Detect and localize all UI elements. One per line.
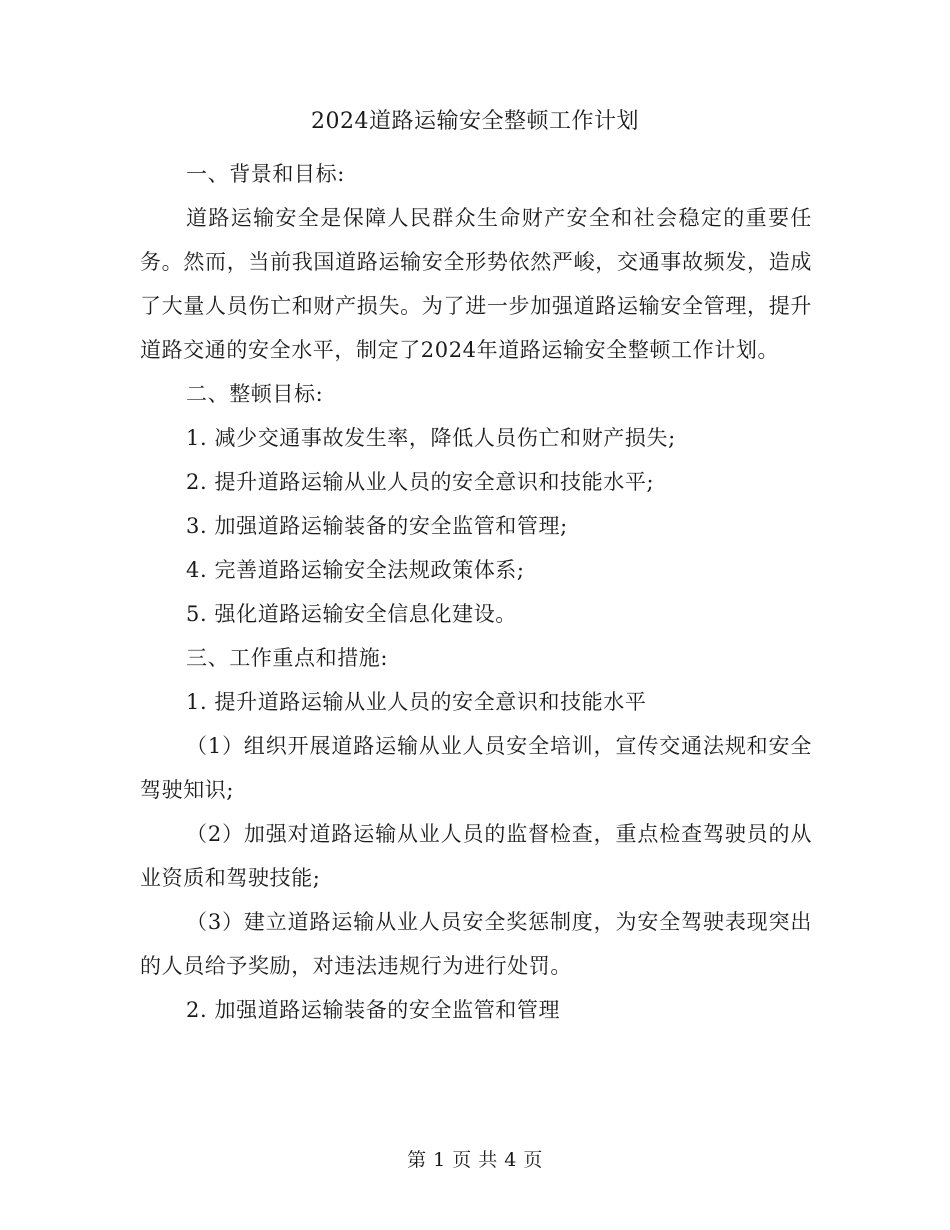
section-2-heading: 二、整顿目标: bbox=[186, 382, 324, 406]
measure-1-sub-3: （3）建立道路运输从业人员安全奖惩制度，为安全驾驶表现突出的人员给予奖励，对违法违规行为进行处罚。 bbox=[140, 910, 812, 978]
document-body bbox=[140, 152, 812, 1032]
section-3-heading: 三、工作重点和措施: bbox=[186, 646, 389, 670]
page-footer: 第 1 页 共 4 页 bbox=[407, 1149, 543, 1171]
goal-item-5: 5. 强化道路运输安全信息化建设。 bbox=[186, 602, 517, 626]
measure-1-sub-2: （2）加强对道路运输从业人员的监督检查，重点检查驾驶员的从业资质和驾驶技能; bbox=[140, 822, 812, 890]
section-1-heading: 一、背景和目标: bbox=[186, 162, 345, 186]
measure-item-2: 2. 加强道路运输装备的安全监管和管理 bbox=[186, 998, 561, 1022]
document-title: 2024道路运输安全整顿工作计划 bbox=[311, 109, 639, 134]
goal-item-3: 3. 加强道路运输装备的安全监管和管理; bbox=[186, 514, 568, 538]
goal-item-1: 1. 减少交通事故发生率，降低人员伤亡和财产损失; bbox=[186, 426, 676, 450]
goal-item-2: 2. 提升道路运输从业人员的安全意识和技能水平; bbox=[186, 470, 655, 494]
measure-item-1: 1. 提升道路运输从业人员的安全意识和技能水平 bbox=[186, 690, 647, 714]
measure-1-sub-1: （1）组织开展道路运输从业人员安全培训，宣传交通法规和安全驾驶知识; bbox=[140, 734, 812, 802]
goal-item-4: 4. 完善道路运输安全法规政策体系; bbox=[186, 558, 525, 582]
section-1-paragraph: 道路运输安全是保障人民群众生命财产安全和社会稳定的重要任务。然而，当前我国道路运输安全形势依然严峻，交通事故频发，造成了大量人员伤亡和财产损失。为了进一步加强道路运输安全管理，提升道路交通的安全水平，制定了2024年道路运输安全整顿工作计划。 bbox=[140, 206, 812, 362]
